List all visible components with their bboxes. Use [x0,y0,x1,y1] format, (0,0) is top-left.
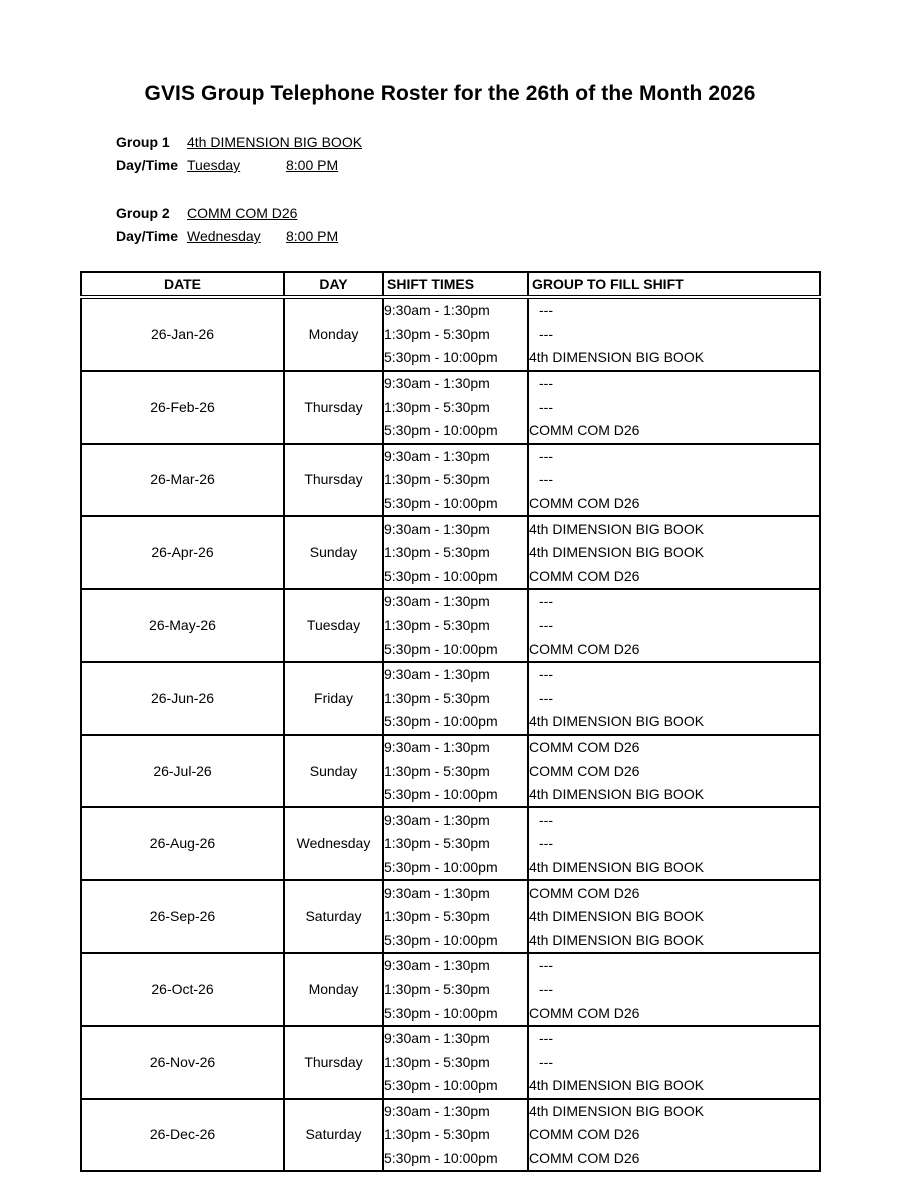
shift-row [81,880,820,905]
shift-time-cell: 5:30pm - 10:00pm [383,346,528,371]
day-cell: Saturday [284,1099,383,1172]
group-1-daytime-label: Day/Time [116,157,178,173]
header-day: DAY [284,272,383,297]
group-assignment-cell: --- [528,687,820,711]
shift-time-cell: 9:30am - 1:30pm [383,880,528,905]
shift-time-cell: 1:30pm - 5:30pm [383,541,528,565]
group-assignment-cell: --- [528,1050,820,1074]
group-assignment-cell: 4th DIMENSION BIG BOOK [528,516,820,541]
shift-time-cell: 9:30am - 1:30pm [383,735,528,760]
group-2-label: Group 2 [116,205,170,221]
date-cell: 26-Jun-26 [81,662,284,735]
group-assignment-cell: --- [528,468,820,492]
group-assignment-cell: 4th DIMENSION BIG BOOK [528,1074,820,1099]
table-header-row [81,272,820,297]
shift-time-cell: 1:30pm - 5:30pm [383,323,528,347]
header-group-to-fill: GROUP TO FILL SHIFT [528,272,820,297]
group-assignment-cell: --- [528,953,820,978]
group-assignment-cell: --- [528,395,820,419]
shift-time-cell: 5:30pm - 10:00pm [383,637,528,662]
group-assignment-cell: COMM COM D26 [528,565,820,590]
shift-time-cell: 5:30pm - 10:00pm [383,1074,528,1099]
shift-row [81,662,820,687]
shift-time-cell: 9:30am - 1:30pm [383,444,528,469]
group-assignment-cell: 4th DIMENSION BIG BOOK [528,1099,820,1124]
date-cell: 26-May-26 [81,589,284,662]
shift-time-cell: 5:30pm - 10:00pm [383,1147,528,1172]
header-date: DATE [81,272,284,297]
shift-row [81,1099,820,1124]
group-1-day: Tuesday [187,157,241,173]
group-assignment-cell: COMM COM D26 [528,735,820,760]
page-title: GVIS Group Telephone Roster for the 26th of the Month 2026 [144,82,756,105]
day-cell: Sunday [284,516,383,589]
date-cell: 26-Aug-26 [81,807,284,880]
group-1-time: 8:00 PM [286,157,339,173]
day-cell: Saturday [284,880,383,953]
group-assignment-cell: 4th DIMENSION BIG BOOK [528,346,820,371]
shift-row [81,371,820,396]
shift-time-cell: 1:30pm - 5:30pm [383,1123,528,1147]
shift-time-cell: 9:30am - 1:30pm [383,516,528,541]
shift-time-cell: 5:30pm - 10:00pm [383,492,528,517]
day-cell: Thursday [284,444,383,517]
date-cell: 26-Apr-26 [81,516,284,589]
shift-time-cell: 5:30pm - 10:00pm [383,419,528,444]
shift-time-cell: 1:30pm - 5:30pm [383,687,528,711]
shift-time-cell: 5:30pm - 10:00pm [383,783,528,808]
shift-time-cell: 1:30pm - 5:30pm [383,614,528,638]
shift-row [81,516,820,541]
day-cell: Wednesday [284,807,383,880]
shift-time-cell: 1:30pm - 5:30pm [383,905,528,929]
shift-row [81,735,820,760]
group-2-day: Wednesday [187,228,261,244]
shift-time-cell: 9:30am - 1:30pm [383,662,528,687]
roster-body [81,297,820,1171]
shift-time-cell: 5:30pm - 10:00pm [383,565,528,590]
date-cell: 26-Feb-26 [81,371,284,444]
group-assignment-cell: 4th DIMENSION BIG BOOK [528,541,820,565]
group-assignment-cell: --- [528,444,820,469]
day-cell: Friday [284,662,383,735]
day-cell: Thursday [284,1026,383,1099]
header-shift-times: SHIFT TIMES [383,272,528,297]
group-2-name: COMM COM D26 [187,205,298,221]
shift-row [81,589,820,614]
shift-row [81,444,820,469]
date-cell: 26-Jan-26 [81,297,284,371]
shift-time-cell: 1:30pm - 5:30pm [383,1050,528,1074]
day-cell: Monday [284,297,383,371]
shift-time-cell: 5:30pm - 10:00pm [383,1001,528,1026]
shift-time-cell: 9:30am - 1:30pm [383,953,528,978]
date-cell: 26-Mar-26 [81,444,284,517]
day-cell: Monday [284,953,383,1026]
shift-row [81,297,820,323]
group-assignment-cell: --- [528,589,820,614]
group-assignment-cell: COMM COM D26 [528,880,820,905]
shift-time-cell: 9:30am - 1:30pm [383,589,528,614]
shift-time-cell: 5:30pm - 10:00pm [383,710,528,735]
shift-row [81,1026,820,1051]
group-assignment-cell: 4th DIMENSION BIG BOOK [528,905,820,929]
group-assignment-cell: COMM COM D26 [528,1001,820,1026]
group-assignment-cell: COMM COM D26 [528,1147,820,1172]
shift-time-cell: 1:30pm - 5:30pm [383,978,528,1002]
shift-time-cell: 9:30am - 1:30pm [383,807,528,832]
day-cell: Tuesday [284,589,383,662]
day-cell: Sunday [284,735,383,808]
shift-time-cell: 9:30am - 1:30pm [383,1026,528,1051]
group-assignment-cell: --- [528,807,820,832]
group-assignment-cell: --- [528,371,820,396]
group-assignment-cell: COMM COM D26 [528,492,820,517]
shift-time-cell: 9:30am - 1:30pm [383,1099,528,1124]
shift-time-cell: 5:30pm - 10:00pm [383,928,528,953]
group-assignment-cell: 4th DIMENSION BIG BOOK [528,783,820,808]
group-assignment-cell: 4th DIMENSION BIG BOOK [528,856,820,881]
date-cell: 26-Nov-26 [81,1026,284,1099]
group-2-time: 8:00 PM [286,228,339,244]
group-assignment-cell: --- [528,662,820,687]
shift-time-cell: 1:30pm - 5:30pm [383,395,528,419]
group-assignment-cell: COMM COM D26 [528,419,820,444]
group-assignment-cell: --- [528,297,820,323]
group-assignment-cell: 4th DIMENSION BIG BOOK [528,928,820,953]
group-assignment-cell: --- [528,323,820,347]
day-cell: Thursday [284,371,383,444]
shift-time-cell: 5:30pm - 10:00pm [383,856,528,881]
shift-time-cell: 9:30am - 1:30pm [383,371,528,396]
date-cell: 26-Jul-26 [81,735,284,808]
group-assignment-cell: --- [528,978,820,1002]
group-2-daytime-label: Day/Time [116,228,178,244]
shift-row [81,807,820,832]
group-assignment-cell: --- [528,614,820,638]
roster-table [80,271,821,1172]
shift-time-cell: 1:30pm - 5:30pm [383,468,528,492]
shift-row [81,953,820,978]
group-1-label: Group 1 [116,134,170,150]
group-assignment-cell: 4th DIMENSION BIG BOOK [528,710,820,735]
group-assignment-cell: COMM COM D26 [528,1123,820,1147]
date-cell: 26-Oct-26 [81,953,284,1026]
group-1-name: 4th DIMENSION BIG BOOK [187,134,363,150]
group-assignment-cell: COMM COM D26 [528,637,820,662]
shift-time-cell: 1:30pm - 5:30pm [383,832,528,856]
date-cell: 26-Dec-26 [81,1099,284,1172]
group-assignment-cell: --- [528,832,820,856]
shift-time-cell: 1:30pm - 5:30pm [383,759,528,783]
group-assignment-cell: --- [528,1026,820,1051]
date-cell: 26-Sep-26 [81,880,284,953]
group-assignment-cell: COMM COM D26 [528,759,820,783]
shift-time-cell: 9:30am - 1:30pm [383,297,528,323]
